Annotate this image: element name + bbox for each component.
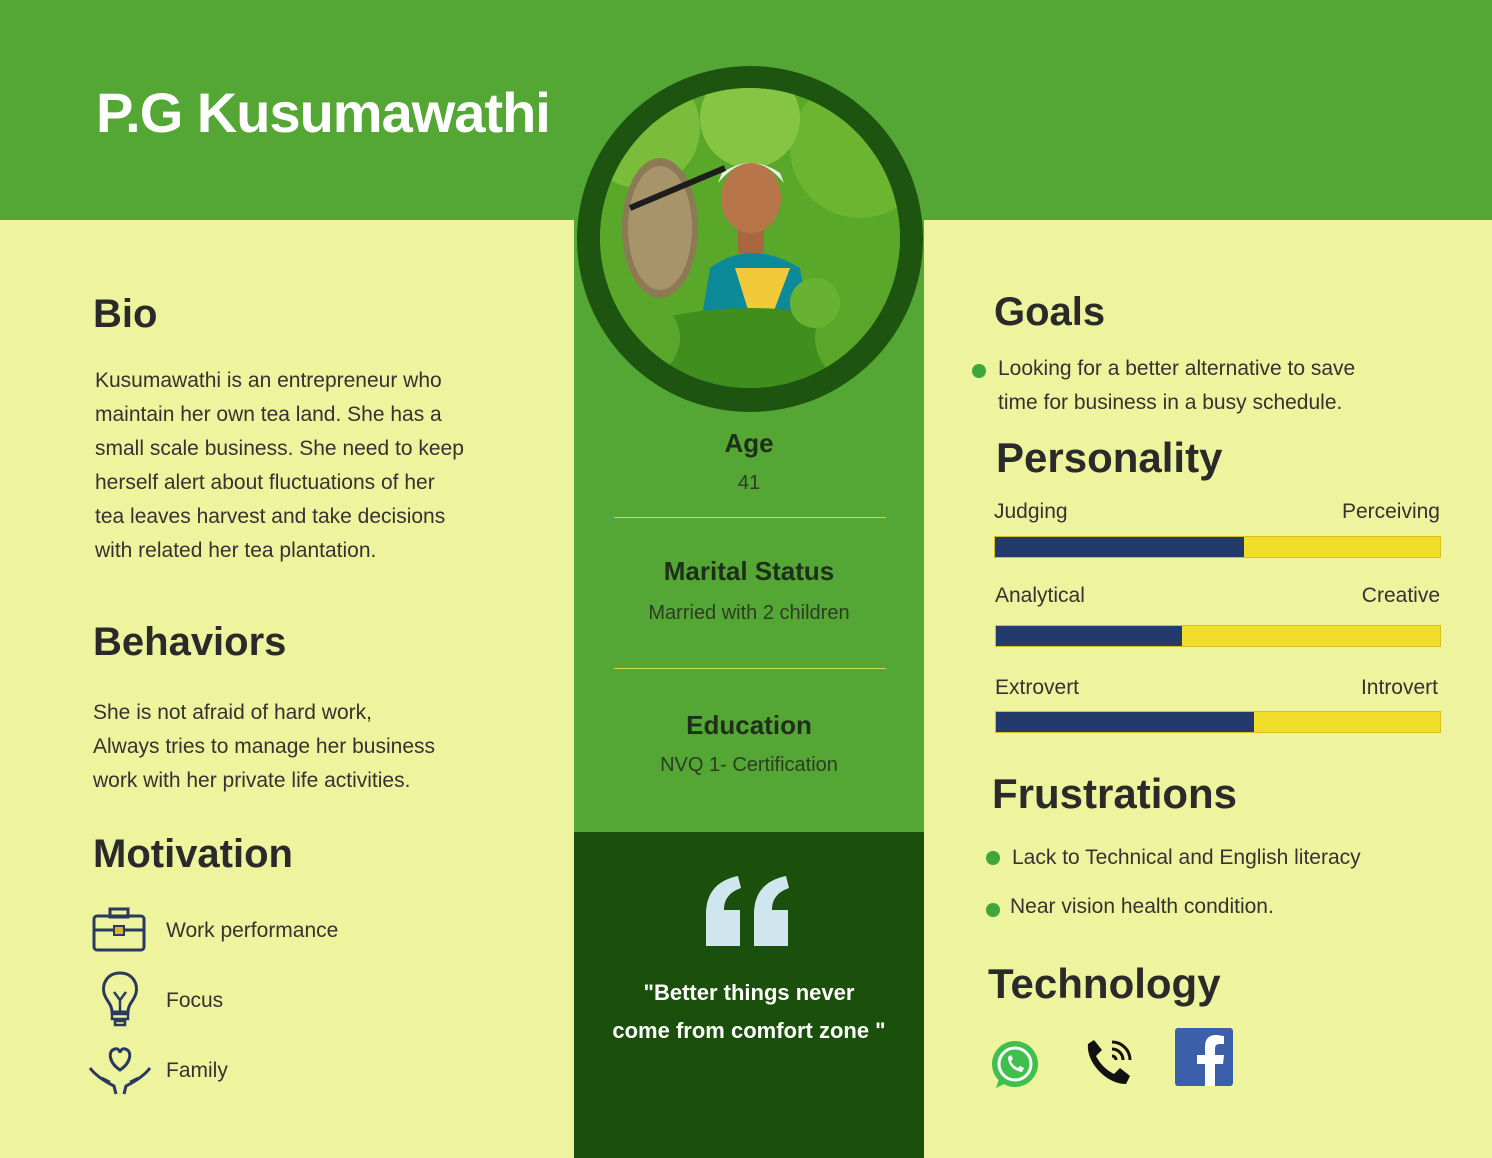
personality-bar-fill: [996, 712, 1254, 732]
phone-call-icon: [1082, 1036, 1136, 1090]
personality-heading: Personality: [996, 434, 1223, 481]
behaviors-line: work with her private life activities.: [93, 769, 411, 792]
goal-line: Looking for a better alternative to save: [998, 357, 1356, 380]
scale-left-label: Extrovert: [995, 676, 1080, 699]
bio-heading: Bio: [93, 292, 158, 336]
briefcase-icon: [92, 906, 146, 954]
quote-text: [574, 974, 924, 1050]
bio-line: Kusumawathi is an entrepreneur who: [95, 369, 442, 392]
tea-picker-illustration: [600, 88, 900, 388]
personality-bar-extrovert: [995, 711, 1441, 733]
frustration-item: Near vision health condition.: [1010, 895, 1274, 918]
divider-2: [614, 668, 886, 669]
behaviors-line: She is not afraid of hard work,: [93, 701, 372, 724]
goal-line: time for business in a busy schedule.: [998, 391, 1343, 414]
personality-bar-analytical: [995, 625, 1441, 647]
bio-line: herself alert about fluctuations of her: [95, 471, 435, 494]
motivation-heading: Motivation: [93, 832, 293, 876]
heart-hands-icon: [86, 1042, 154, 1098]
motivation-item-focus: Focus: [166, 989, 224, 1012]
bio-line: maintain her own tea land. She has a: [95, 403, 442, 426]
frustration-bullet: [986, 903, 1000, 917]
scale-left-label: Judging: [994, 500, 1068, 523]
frustrations-heading: Frustrations: [992, 770, 1238, 817]
quote-line: "Better things never: [643, 980, 855, 1005]
behaviors-text: [93, 696, 435, 798]
bio-line: with related her tea plantation.: [95, 539, 377, 562]
quote-mark-icon: [704, 874, 790, 948]
bio-text: [95, 364, 464, 568]
whatsapp-icon: [988, 1038, 1042, 1092]
scale-right-label: Introvert: [1360, 676, 1438, 699]
personality-bar-judging: [994, 536, 1441, 558]
bio-line: small scale business. She need to keep: [95, 437, 464, 460]
goal-bullet: [972, 364, 986, 378]
education-label: Education: [686, 710, 812, 740]
behaviors-heading: Behaviors: [93, 620, 287, 664]
persona-name: P.G Kusumawathi: [96, 81, 550, 144]
marital-status-value: Married with 2 children: [648, 602, 850, 624]
personality-bar-fill: [996, 626, 1182, 646]
age-value: 41: [737, 472, 761, 494]
scale-left-label: Analytical: [995, 584, 1085, 607]
quote-line: come from comfort zone ": [612, 1018, 886, 1043]
behaviors-line: Always tries to manage her business: [93, 735, 435, 758]
lightbulb-icon: [98, 970, 142, 1028]
frustration-bullet: [986, 851, 1000, 865]
scale-right-label: Creative: [1361, 584, 1440, 607]
education-value: NVQ 1- Certification: [660, 754, 838, 776]
persona-photo: [600, 88, 900, 388]
motivation-item-work: Work performance: [166, 919, 339, 942]
age-label: Age: [724, 428, 774, 458]
personality-bar-fill: [995, 537, 1244, 557]
goal-item: [998, 352, 1355, 420]
frustration-item: Lack to Technical and English literacy: [1012, 846, 1361, 869]
motivation-item-family: Family: [166, 1059, 228, 1082]
bio-line: tea leaves harvest and take decisions: [95, 505, 446, 528]
divider-1: [614, 517, 886, 518]
marital-status-label: Marital Status: [663, 556, 835, 586]
goals-heading: Goals: [994, 290, 1106, 334]
facebook-icon: [1175, 1028, 1235, 1088]
scale-right-label: Perceiving: [1341, 500, 1440, 523]
technology-heading: Technology: [988, 960, 1221, 1007]
